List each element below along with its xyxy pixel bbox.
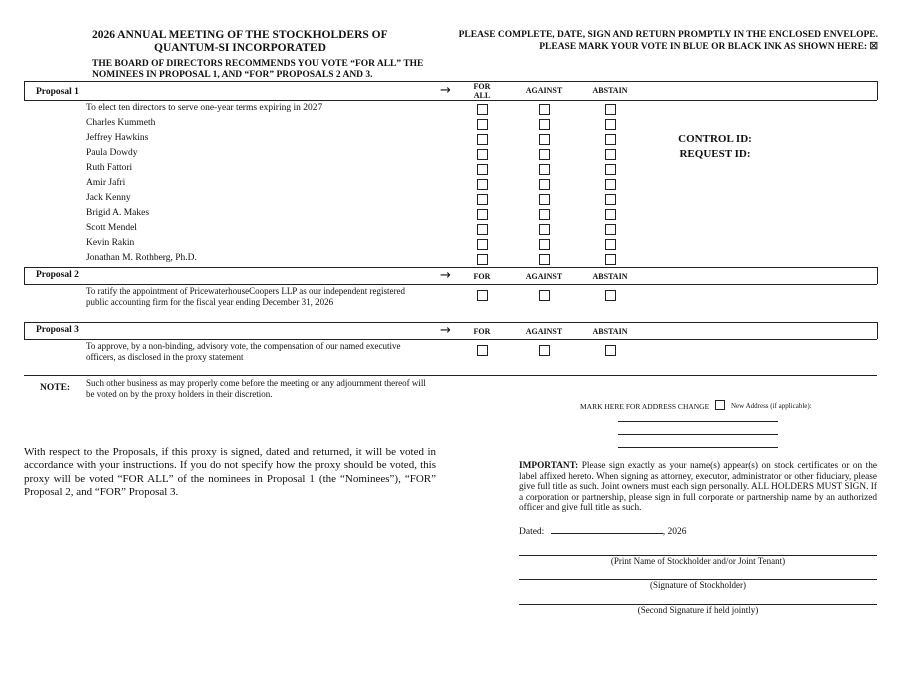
proposal3-for-checkbox[interactable] bbox=[477, 345, 488, 356]
nominee-against-checkbox[interactable] bbox=[539, 194, 550, 205]
proposal1-col-abstain: ABSTAIN bbox=[592, 86, 628, 95]
proposal1-intro: To elect ten directors to serve one-year terms expiring in 2027 bbox=[86, 103, 323, 113]
important-block bbox=[519, 461, 877, 514]
proposal2-col-for: FOR bbox=[473, 272, 491, 281]
proposal3-arrow-icon: → bbox=[440, 323, 451, 338]
nominee-for-checkbox[interactable] bbox=[477, 149, 488, 160]
proposal3-bar-right bbox=[877, 322, 878, 339]
proposal1-col-against: AGAINST bbox=[525, 86, 563, 95]
nominee-for-checkbox[interactable] bbox=[477, 134, 488, 145]
proposal2-text-2: public accounting firm for the fiscal year ending December 31, 2026 bbox=[86, 297, 334, 307]
nominee-name: Scott Mendel bbox=[86, 223, 137, 233]
dated-label: Dated: bbox=[519, 527, 545, 537]
proposal2-against-checkbox[interactable] bbox=[539, 290, 550, 301]
control-id: CONTROL ID: bbox=[678, 133, 752, 145]
nominee-against-checkbox[interactable] bbox=[539, 254, 550, 265]
nominee-name: Jonathan M. Rothberg, Ph.D. bbox=[86, 253, 197, 263]
intro-for-all-checkbox[interactable] bbox=[477, 104, 488, 115]
nominee-against-checkbox[interactable] bbox=[539, 224, 550, 235]
nominee-name: Charles Kummeth bbox=[86, 118, 156, 128]
proposal2-col-abstain: ABSTAIN bbox=[592, 272, 628, 281]
proposal2-arrow-icon: → bbox=[440, 268, 451, 283]
request-id: REQUEST ID: bbox=[679, 148, 751, 160]
note-rule bbox=[24, 375, 877, 376]
title-line-2: QUANTUM-SI INCORPORATED bbox=[154, 42, 326, 54]
proposal2-col-against: AGAINST bbox=[525, 272, 563, 281]
print-name-label: (Print Name of Stockholder and/or Joint Tenant) bbox=[610, 556, 786, 566]
nominee-for-checkbox[interactable] bbox=[477, 209, 488, 220]
title-line-1: 2026 ANNUAL MEETING OF THE STOCKHOLDERS OF bbox=[92, 29, 388, 41]
nominee-name: Paula Dowdy bbox=[86, 148, 138, 158]
header-right bbox=[459, 29, 878, 53]
proposal1-bar-right bbox=[877, 81, 878, 100]
nominee-for-checkbox[interactable] bbox=[477, 119, 488, 130]
note-label: NOTE: bbox=[40, 383, 71, 393]
address-line-3[interactable] bbox=[618, 447, 778, 448]
nominee-abstain-checkbox[interactable] bbox=[605, 149, 616, 160]
nominee-against-checkbox[interactable] bbox=[539, 164, 550, 175]
col-for-all-line2: ALL bbox=[473, 91, 491, 100]
proposal1-col-for-all bbox=[458, 82, 506, 100]
second-signature-label: (Second Signature if held jointly) bbox=[637, 605, 759, 615]
intro-against-checkbox[interactable] bbox=[539, 104, 550, 115]
nominee-name: Ruth Fattori bbox=[86, 163, 133, 173]
address-line-2[interactable] bbox=[618, 434, 778, 435]
proposal2-bar-left bbox=[24, 267, 25, 284]
nominee-for-checkbox[interactable] bbox=[477, 179, 488, 190]
nominee-for-checkbox[interactable] bbox=[477, 254, 488, 265]
proposal3-col-abstain: ABSTAIN bbox=[592, 327, 628, 336]
proposal3-bar-bottom bbox=[24, 339, 877, 340]
proposal1-bar-left bbox=[24, 81, 25, 100]
nominee-against-checkbox[interactable] bbox=[539, 119, 550, 130]
recommendation-line-1: THE BOARD OF DIRECTORS RECOMMENDS YOU VOTE “FOR ALL” THE bbox=[92, 59, 424, 69]
nominee-against-checkbox[interactable] bbox=[539, 134, 550, 145]
address-line-1[interactable] bbox=[618, 421, 778, 422]
note-text-2: be voted on by the proxy holders in their discretion. bbox=[86, 389, 273, 399]
new-address-label: New Address (if applicable): bbox=[731, 402, 812, 410]
instruction-line-1: PLEASE COMPLETE, DATE, SIGN AND RETURN PROMPTLY IN THE ENCLOSED ENVELOPE. bbox=[458, 30, 878, 40]
nominee-for-checkbox[interactable] bbox=[477, 239, 488, 250]
nominee-name: Brigid A. Makes bbox=[86, 208, 150, 218]
nominee-abstain-checkbox[interactable] bbox=[605, 119, 616, 130]
nominee-abstain-checkbox[interactable] bbox=[605, 224, 616, 235]
important-label: IMPORTANT: bbox=[519, 461, 579, 471]
proposal2-bar-bottom bbox=[24, 284, 877, 285]
intro-abstain-checkbox[interactable] bbox=[605, 104, 616, 115]
nominee-against-checkbox[interactable] bbox=[539, 149, 550, 160]
proposal3-label: Proposal 3 bbox=[36, 325, 79, 335]
nominee-abstain-checkbox[interactable] bbox=[605, 134, 616, 145]
nominee-abstain-checkbox[interactable] bbox=[605, 194, 616, 205]
signature-label: (Signature of Stockholder) bbox=[650, 580, 746, 590]
nominee-against-checkbox[interactable] bbox=[539, 179, 550, 190]
proposal1-bar-top bbox=[24, 81, 877, 82]
header-left bbox=[92, 29, 432, 81]
col-for-all-line1: FOR bbox=[473, 82, 491, 91]
nominee-name: Jack Kenny bbox=[86, 193, 131, 203]
nominee-abstain-checkbox[interactable] bbox=[605, 179, 616, 190]
proposal3-text-2: officers, as disclosed in the proxy statement bbox=[86, 352, 244, 362]
note-text-1: Such other business as may properly come before the meeting or any adjournment thereof will bbox=[86, 378, 426, 388]
proposal3-bar-left bbox=[24, 322, 25, 339]
proposal2-bar-right bbox=[877, 267, 878, 284]
recommendation-line-2: NOMINEES IN PROPOSAL 1, AND “FOR” PROPOSALS 2 AND 3. bbox=[92, 70, 373, 80]
note-text bbox=[86, 378, 446, 400]
nominee-for-checkbox[interactable] bbox=[477, 224, 488, 235]
nominee-abstain-checkbox[interactable] bbox=[605, 254, 616, 265]
address-change-label: MARK HERE FOR ADDRESS CHANGE bbox=[580, 402, 710, 411]
dated-row bbox=[519, 524, 686, 537]
proposal1-bar-bottom bbox=[24, 100, 877, 101]
proxy-paragraph: With respect to the Proposals, if this proxy is signed, dated and returned, it will be voted in accordance with your instructions. If you do not specify how the proxy should be voted, this proxy will be voted “FOR ALL” of the nominees in Proposal 1 (the “Nominees”), “FOR” Proposal 2, and “FOR” Proposal 3. bbox=[24, 446, 436, 498]
nominee-abstain-checkbox[interactable] bbox=[605, 209, 616, 220]
proposal2-label: Proposal 2 bbox=[36, 270, 79, 280]
nominee-abstain-checkbox[interactable] bbox=[605, 164, 616, 175]
nominee-name: Kevin Rakin bbox=[86, 238, 135, 248]
instruction-line-2: PLEASE MARK YOUR VOTE IN BLUE OR BLACK INK AS SHOWN HERE: ☒ bbox=[539, 42, 878, 52]
nominee-against-checkbox[interactable] bbox=[539, 209, 550, 220]
address-change-checkbox[interactable] bbox=[715, 400, 725, 410]
important-text: Please sign exactly as your name(s) appear(s) on stock certificates or on the label affixed hereto. When signing as attorney, executor, administrator or other fiduciary, please give full title as such. Joint owners must each sign personally. ALL HOLDERS MUST SIGN. If a corporation or partnership, please sign in full corporate or partnership name by an authorized officer and give full title as such. bbox=[519, 461, 877, 514]
nominee-for-checkbox[interactable] bbox=[477, 164, 488, 175]
proposal3-text-1: To approve, by a non-binding, advisory vote, the compensation of our named executive bbox=[86, 341, 401, 351]
proposal1-label: Proposal 1 bbox=[36, 87, 79, 97]
dated-year: , 2026 bbox=[662, 527, 687, 537]
nominee-abstain-checkbox[interactable] bbox=[605, 239, 616, 250]
nominee-against-checkbox[interactable] bbox=[539, 239, 550, 250]
proposal2-text-1: To ratify the appointment of PricewaterhouseCoopers LLP as our independent registered bbox=[86, 286, 405, 296]
proposal3-col-against: AGAINST bbox=[525, 327, 563, 336]
proposal2-abstain-checkbox[interactable] bbox=[605, 290, 616, 301]
proposal3-against-checkbox[interactable] bbox=[539, 345, 550, 356]
date-field[interactable] bbox=[551, 524, 663, 534]
proposal2-for-checkbox[interactable] bbox=[477, 290, 488, 301]
proposal1-arrow-icon: → bbox=[440, 83, 451, 98]
proposal3-col-for: FOR bbox=[473, 327, 491, 336]
proposal3-abstain-checkbox[interactable] bbox=[605, 345, 616, 356]
nominee-name: Amir Jafri bbox=[86, 178, 126, 188]
nominee-for-checkbox[interactable] bbox=[477, 194, 488, 205]
nominee-name: Jeffrey Hawkins bbox=[86, 133, 149, 143]
